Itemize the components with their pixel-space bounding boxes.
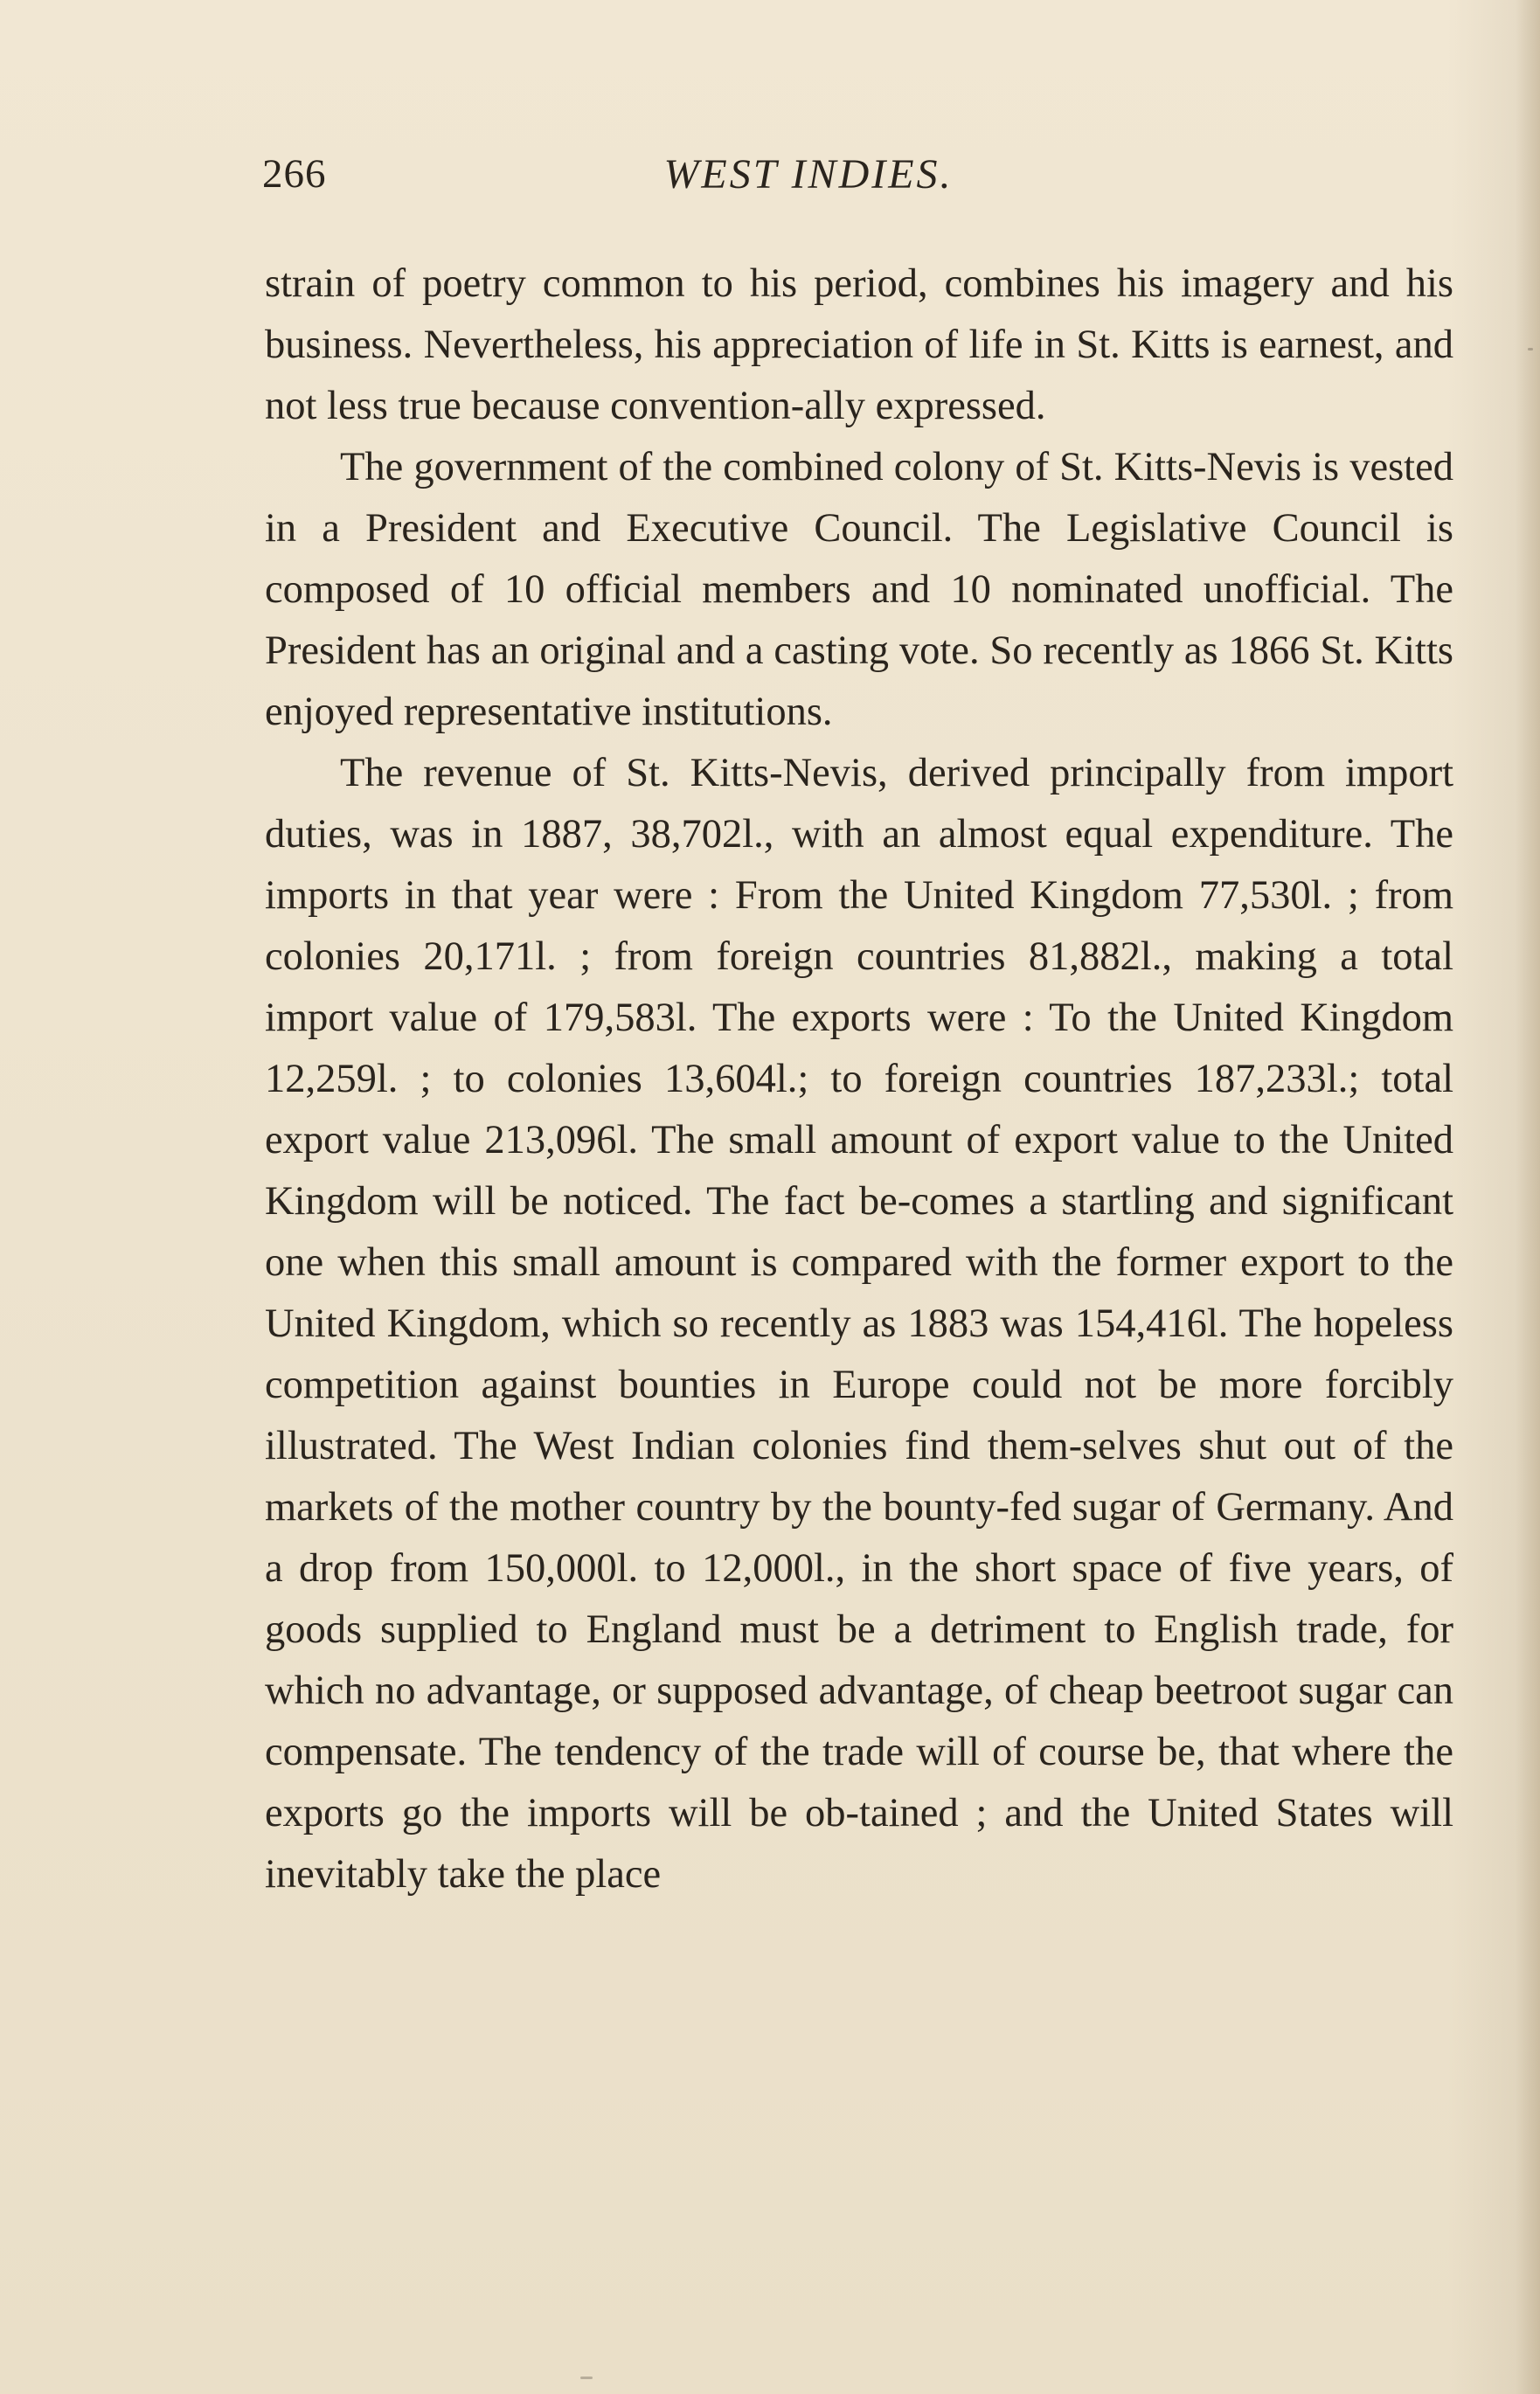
body-text [265, 253, 1453, 1905]
paragraph-government: The government of the combined colony of St. Kitts-Nevis is vested in a President and Executive Council. The Legislative Council is composed of 10 official members and 10 nominated unofficial. The President has an original and a casting vote. So recently as 1866 St. Kitts enjoyed representative institutions. [265, 445, 1453, 734]
running-head: WEST INDIES. [663, 151, 954, 198]
page-number: 266 [262, 151, 327, 197]
paragraph-revenue: The revenue of St. Kitts-Nevis, derived principally from import duties, was in 1887, 38,702l., with an almost equal expenditure. The imports in that year were : From the United Kingdom 77,530l. ; from colonies 20,171l. ; from foreign countries 81,882l., making a total import value of 179,583l. The exports were : To the United Kingdom 12,259l. ; to colonies 13,604l.; to foreign countries 187,233l.; total export value 213,096l. The small amount of export value to the United Kingdom will be noticed. The fact be-comes a startling and significant one when this small amount is compared with the former export to the United Kingdom, which so recently as 1883 was 154,416l. The hopeless competition against bounties in Europe could not be more forcibly illustrated. The West Indian colonies find them-selves shut out of the markets of the mother country by the bounty-fed sugar of Germany. And a drop from 150,000l. to 12,000l., in the short space of five years, of goods supplied to England must be a detriment to English trade, for which no advantage, or supposed advantage, of cheap beetroot sugar can compensate. The tendency of the trade will of course be, that where the exports go the imports will be ob-tained ; and the United States will inevitably take the place [265, 751, 1453, 1897]
page-edge-shadow [1516, 0, 1540, 2394]
paragraph-continuation: strain of poetry common to his period, combines his imagery and his business. Nevertheless, his appreciation of life in St. Kitts is earnest, and not less true because convention-ally expressed. [265, 261, 1453, 428]
page-header [262, 150, 1451, 212]
paper-speck [1528, 348, 1533, 350]
paper-speck [580, 2377, 593, 2379]
